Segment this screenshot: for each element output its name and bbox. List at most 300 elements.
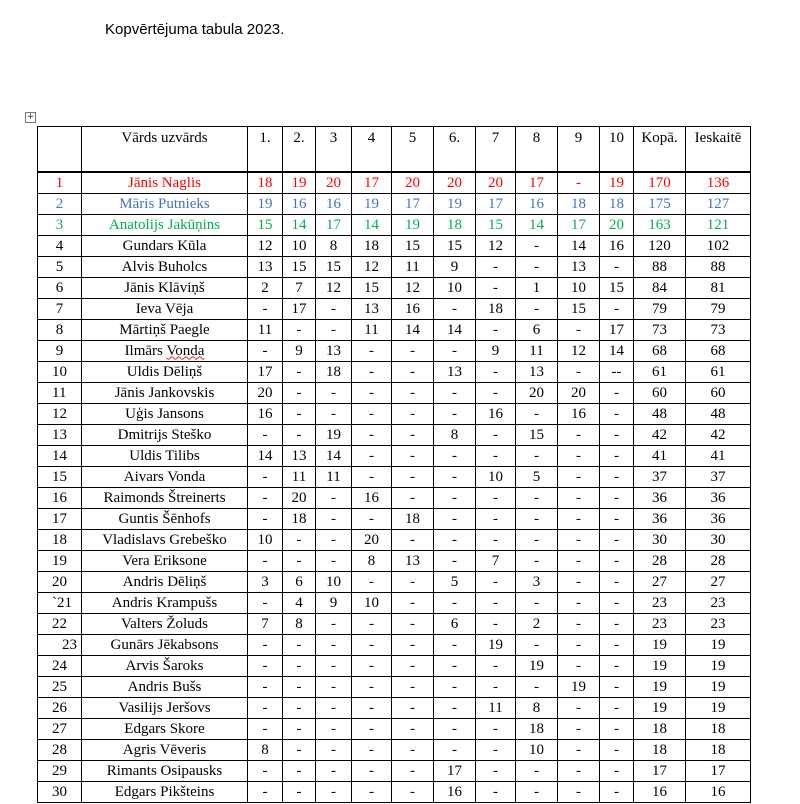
- score-cell: -: [316, 635, 352, 656]
- total-cell: 19: [634, 677, 686, 698]
- score-cell: -: [558, 488, 600, 509]
- score-cell: -: [516, 635, 558, 656]
- score-cell: -: [434, 677, 476, 698]
- score-cell: 18: [283, 509, 316, 530]
- score-cell: -: [434, 656, 476, 677]
- score-cell: 19: [516, 656, 558, 677]
- table-row: [38, 173, 751, 194]
- name-cell: Jānis Klāviņš: [82, 278, 248, 299]
- score-cell: 18: [434, 215, 476, 236]
- score-cell: -: [392, 782, 434, 803]
- rank-cell: `21: [38, 593, 82, 614]
- name-cell: Agris Vēveris: [82, 740, 248, 761]
- score-cell: -: [392, 614, 434, 635]
- score-cell: -: [434, 530, 476, 551]
- table-row: [38, 299, 751, 320]
- score-cell: -: [352, 383, 392, 404]
- score-cell: -: [558, 656, 600, 677]
- score-cell: -: [476, 488, 516, 509]
- score-cell: -: [392, 656, 434, 677]
- table-row: [38, 719, 751, 740]
- header-cell: 4: [352, 127, 392, 172]
- score-cell: 19: [558, 677, 600, 698]
- score-cell: 9: [476, 341, 516, 362]
- score-cell: 11: [476, 698, 516, 719]
- score-cell: -: [283, 782, 316, 803]
- score-cell: 11: [283, 467, 316, 488]
- total-cell: 48: [634, 404, 686, 425]
- score-cell: -: [600, 404, 634, 425]
- table-row: [38, 551, 751, 572]
- total-cell: 36: [634, 509, 686, 530]
- rank-cell: 17: [38, 509, 82, 530]
- score-cell: -: [516, 761, 558, 782]
- score-cell: 10: [558, 278, 600, 299]
- score-cell: -: [600, 488, 634, 509]
- score-cell: -: [248, 341, 283, 362]
- credited-cell: 30: [686, 530, 751, 551]
- score-cell: -: [352, 614, 392, 635]
- name-cell: Rimants Osipausks: [82, 761, 248, 782]
- header-cell: Ieskaitē: [686, 127, 751, 172]
- score-cell: -: [476, 593, 516, 614]
- rank-cell: 9: [38, 341, 82, 362]
- score-cell: -: [476, 383, 516, 404]
- table-row: [38, 656, 751, 677]
- score-cell: 20: [283, 488, 316, 509]
- score-cell: 2: [248, 278, 283, 299]
- header-cell: 8: [516, 127, 558, 172]
- table-row: [38, 320, 751, 341]
- score-cell: -: [316, 782, 352, 803]
- table-row: [38, 761, 751, 782]
- rank-cell: 25: [38, 677, 82, 698]
- table-header-row: [38, 127, 751, 172]
- score-cell: -: [434, 635, 476, 656]
- total-cell: 18: [634, 740, 686, 761]
- score-cell: -: [516, 236, 558, 257]
- score-cell: 11: [248, 320, 283, 341]
- name-cell: Uldis Tilibs: [82, 446, 248, 467]
- name-first-part: Ilmārs: [124, 342, 167, 359]
- score-cell: -: [600, 677, 634, 698]
- score-cell: 13: [316, 341, 352, 362]
- table-move-handle-icon[interactable]: +: [26, 112, 35, 122]
- score-cell: 15: [283, 257, 316, 278]
- credited-cell: 127: [686, 194, 751, 215]
- score-cell: 12: [316, 278, 352, 299]
- score-cell: 14: [248, 446, 283, 467]
- rank-cell: 15: [38, 467, 82, 488]
- table-row: [38, 572, 751, 593]
- score-cell: -: [248, 488, 283, 509]
- score-cell: -: [558, 761, 600, 782]
- score-cell: -: [600, 467, 634, 488]
- rank-cell: 8: [38, 320, 82, 341]
- total-cell: 28: [634, 551, 686, 572]
- score-cell: 15: [600, 278, 634, 299]
- credited-cell: 48: [686, 404, 751, 425]
- score-cell: -: [352, 698, 392, 719]
- score-cell: -: [600, 572, 634, 593]
- score-cell: 19: [476, 635, 516, 656]
- name-cell: Valters Žoluds: [82, 614, 248, 635]
- name-cell: Mārtiņš Paegle: [82, 320, 248, 341]
- score-cell: -: [392, 404, 434, 425]
- score-cell: 20: [516, 383, 558, 404]
- name-cell: Jānis Naglis: [82, 173, 248, 194]
- name-cell: Gunārs Jēkabsons: [82, 635, 248, 656]
- score-cell: -: [558, 173, 600, 194]
- name-cell: Vladislavs Grebeško: [82, 530, 248, 551]
- total-cell: 163: [634, 215, 686, 236]
- score-cell: 18: [392, 509, 434, 530]
- credited-cell: 41: [686, 446, 751, 467]
- score-cell: -: [600, 509, 634, 530]
- score-cell: -: [392, 488, 434, 509]
- credited-cell: 36: [686, 488, 751, 509]
- score-cell: -: [516, 446, 558, 467]
- score-cell: -: [316, 383, 352, 404]
- score-cell: -: [316, 719, 352, 740]
- score-cell: -: [392, 341, 434, 362]
- score-cell: -: [558, 425, 600, 446]
- table-row: [38, 614, 751, 635]
- score-cell: -: [516, 299, 558, 320]
- score-cell: 15: [434, 236, 476, 257]
- score-cell: 16: [558, 404, 600, 425]
- total-cell: 73: [634, 320, 686, 341]
- score-cell: -: [352, 635, 392, 656]
- score-cell: -: [392, 719, 434, 740]
- table-row: [38, 677, 751, 698]
- table-row: [38, 362, 751, 383]
- score-cell: -: [392, 593, 434, 614]
- credited-cell: 28: [686, 551, 751, 572]
- score-cell: -: [392, 530, 434, 551]
- score-cell: -: [352, 740, 392, 761]
- rank-cell: 18: [38, 530, 82, 551]
- score-cell: 12: [248, 236, 283, 257]
- rank-cell: 30: [38, 782, 82, 803]
- score-cell: 17: [558, 215, 600, 236]
- score-cell: 17: [516, 173, 558, 194]
- score-cell: -: [434, 341, 476, 362]
- score-cell: -: [558, 446, 600, 467]
- score-cell: 13: [248, 257, 283, 278]
- score-cell: -: [476, 320, 516, 341]
- header-cell: 9: [558, 127, 600, 172]
- score-cell: -: [248, 782, 283, 803]
- score-cell: -: [352, 341, 392, 362]
- score-cell: 17: [352, 173, 392, 194]
- total-cell: 84: [634, 278, 686, 299]
- name-cell: Māris Putnieks: [82, 194, 248, 215]
- score-cell: 10: [516, 740, 558, 761]
- name-cell: Vasilijs Jeršovs: [82, 698, 248, 719]
- score-cell: -: [434, 509, 476, 530]
- score-cell: -: [600, 299, 634, 320]
- score-cell: 8: [352, 551, 392, 572]
- score-cell: -: [558, 467, 600, 488]
- score-cell: -: [352, 467, 392, 488]
- score-cell: -: [600, 635, 634, 656]
- score-cell: 12: [352, 257, 392, 278]
- credited-cell: 42: [686, 425, 751, 446]
- score-cell: -: [558, 551, 600, 572]
- score-cell: -: [434, 404, 476, 425]
- score-cell: 3: [516, 572, 558, 593]
- score-cell: 10: [434, 278, 476, 299]
- score-cell: 19: [316, 425, 352, 446]
- score-cell: -: [516, 593, 558, 614]
- table-body: [38, 172, 751, 803]
- credited-cell: 16: [686, 782, 751, 803]
- score-cell: -: [316, 698, 352, 719]
- score-cell: 10: [283, 236, 316, 257]
- score-cell: -: [248, 425, 283, 446]
- score-cell: -: [248, 698, 283, 719]
- score-cell: -: [248, 677, 283, 698]
- rank-cell: 19: [38, 551, 82, 572]
- score-cell: 9: [316, 593, 352, 614]
- score-cell: 13: [434, 362, 476, 383]
- score-cell: -: [352, 782, 392, 803]
- score-cell: 15: [558, 299, 600, 320]
- score-cell: -: [516, 551, 558, 572]
- score-cell: -: [516, 257, 558, 278]
- header-cell: 3: [316, 127, 352, 172]
- score-cell: 15: [516, 425, 558, 446]
- score-cell: 15: [316, 257, 352, 278]
- score-cell: 18: [558, 194, 600, 215]
- rank-cell: 14: [38, 446, 82, 467]
- score-cell: 12: [392, 278, 434, 299]
- credited-cell: 19: [686, 698, 751, 719]
- name-cell: Guntis Šēnhofs: [82, 509, 248, 530]
- name-cell: Edgars Pikšteins: [82, 782, 248, 803]
- score-cell: -: [316, 509, 352, 530]
- score-cell: 16: [316, 194, 352, 215]
- score-cell: -: [352, 719, 392, 740]
- score-cell: -: [248, 635, 283, 656]
- score-cell: 16: [434, 782, 476, 803]
- score-cell: -: [558, 509, 600, 530]
- score-cell: -: [283, 320, 316, 341]
- score-cell: -: [558, 614, 600, 635]
- table-row: [38, 425, 751, 446]
- score-cell: -: [476, 719, 516, 740]
- score-cell: -: [600, 593, 634, 614]
- rank-cell: 26: [38, 698, 82, 719]
- score-cell: -: [476, 656, 516, 677]
- rank-cell: 16: [38, 488, 82, 509]
- name-cell: Uģis Jansons: [82, 404, 248, 425]
- score-cell: -: [434, 488, 476, 509]
- score-cell: -: [352, 572, 392, 593]
- table-row: [38, 236, 751, 257]
- results-table: [37, 126, 751, 803]
- score-cell: 2: [516, 614, 558, 635]
- score-cell: -: [558, 320, 600, 341]
- table-row: [38, 467, 751, 488]
- score-cell: -: [248, 299, 283, 320]
- score-cell: 9: [434, 257, 476, 278]
- score-cell: 17: [283, 299, 316, 320]
- total-cell: 88: [634, 257, 686, 278]
- score-cell: -: [316, 299, 352, 320]
- name-cell: Ieva Vēja: [82, 299, 248, 320]
- table-row: [38, 383, 751, 404]
- score-cell: 19: [600, 173, 634, 194]
- score-cell: 6: [516, 320, 558, 341]
- score-cell: 19: [434, 194, 476, 215]
- name-cell: Alvis Buholcs: [82, 257, 248, 278]
- credited-cell: 88: [686, 257, 751, 278]
- credited-cell: 19: [686, 677, 751, 698]
- score-cell: -: [476, 677, 516, 698]
- total-cell: 42: [634, 425, 686, 446]
- rank-cell: 7: [38, 299, 82, 320]
- score-cell: -: [476, 425, 516, 446]
- total-cell: 79: [634, 299, 686, 320]
- name-cell: Uldis Dēliņš: [82, 362, 248, 383]
- header-cell: 2.: [283, 127, 316, 172]
- total-cell: 175: [634, 194, 686, 215]
- spellcheck-flagged-word[interactable]: Vonda: [166, 342, 205, 359]
- name-cell: Aivars Vonda: [82, 467, 248, 488]
- name-cell: Anatolijs Jakūņins: [82, 215, 248, 236]
- header-rank-cell: [38, 127, 82, 172]
- score-cell: -: [283, 656, 316, 677]
- credited-cell: 36: [686, 509, 751, 530]
- score-cell: -: [434, 467, 476, 488]
- score-cell: 14: [283, 215, 316, 236]
- score-cell: 20: [476, 173, 516, 194]
- score-cell: -: [600, 698, 634, 719]
- table-row: [38, 530, 751, 551]
- score-cell: 18: [476, 299, 516, 320]
- rank-cell: 29: [38, 761, 82, 782]
- table-row: [38, 782, 751, 803]
- table-row: [38, 509, 751, 530]
- score-cell: 9: [283, 341, 316, 362]
- total-cell: 19: [634, 656, 686, 677]
- score-cell: -: [600, 551, 634, 572]
- score-cell: 1: [516, 278, 558, 299]
- score-cell: 20: [392, 173, 434, 194]
- total-cell: 37: [634, 467, 686, 488]
- table-row: [38, 740, 751, 761]
- score-cell: -: [600, 614, 634, 635]
- credited-cell: 61: [686, 362, 751, 383]
- score-cell: 16: [392, 299, 434, 320]
- score-cell: 17: [316, 215, 352, 236]
- total-cell: 60: [634, 383, 686, 404]
- credited-cell: 68: [686, 341, 751, 362]
- score-cell: -: [392, 698, 434, 719]
- score-cell: -: [392, 467, 434, 488]
- score-cell: -: [392, 362, 434, 383]
- total-cell: 19: [634, 635, 686, 656]
- score-cell: -: [316, 740, 352, 761]
- score-cell: 13: [516, 362, 558, 383]
- total-cell: 23: [634, 614, 686, 635]
- rank-cell: 20: [38, 572, 82, 593]
- score-cell: -: [392, 446, 434, 467]
- name-cell: Dmitrijs Steško: [82, 425, 248, 446]
- rank-cell: 2: [38, 194, 82, 215]
- score-cell: -: [476, 257, 516, 278]
- score-cell: 8: [434, 425, 476, 446]
- table-row: [38, 278, 751, 299]
- total-cell: 68: [634, 341, 686, 362]
- score-cell: 18: [248, 173, 283, 194]
- score-cell: -: [434, 719, 476, 740]
- score-cell: -: [392, 761, 434, 782]
- table-row: [38, 698, 751, 719]
- score-cell: 17: [600, 320, 634, 341]
- rank-cell: 22: [38, 614, 82, 635]
- score-cell: 17: [392, 194, 434, 215]
- rank-cell: 11: [38, 383, 82, 404]
- score-cell: -: [558, 719, 600, 740]
- score-cell: -: [476, 362, 516, 383]
- score-cell: -: [248, 593, 283, 614]
- score-cell: 14: [316, 446, 352, 467]
- name-cell: Jānis Jankovskis: [82, 383, 248, 404]
- score-cell: 7: [476, 551, 516, 572]
- score-cell: -: [316, 320, 352, 341]
- score-cell: -: [476, 740, 516, 761]
- table-row: [38, 215, 751, 236]
- score-cell: 10: [476, 467, 516, 488]
- name-cell: Andris Dēliņš: [82, 572, 248, 593]
- score-cell: -: [558, 740, 600, 761]
- credited-cell: 37: [686, 467, 751, 488]
- score-cell: -: [392, 635, 434, 656]
- score-cell: -: [516, 404, 558, 425]
- score-cell: -: [352, 425, 392, 446]
- score-cell: 3: [248, 572, 283, 593]
- score-cell: -: [516, 530, 558, 551]
- score-cell: -: [600, 761, 634, 782]
- score-cell: -: [434, 698, 476, 719]
- credited-cell: 81: [686, 278, 751, 299]
- total-cell: 170: [634, 173, 686, 194]
- score-cell: 16: [352, 488, 392, 509]
- credited-cell: 18: [686, 740, 751, 761]
- table-row: [38, 635, 751, 656]
- score-cell: -: [600, 782, 634, 803]
- score-cell: -: [283, 362, 316, 383]
- score-cell: -: [600, 719, 634, 740]
- table-row: [38, 593, 751, 614]
- score-cell: -: [248, 551, 283, 572]
- table-row: [38, 446, 751, 467]
- score-cell: -: [248, 509, 283, 530]
- score-cell: -: [476, 530, 516, 551]
- score-cell: -: [476, 614, 516, 635]
- score-cell: -: [476, 509, 516, 530]
- score-cell: 13: [392, 551, 434, 572]
- score-cell: 14: [434, 320, 476, 341]
- score-cell: 15: [392, 236, 434, 257]
- score-cell: -: [248, 761, 283, 782]
- score-cell: -: [248, 467, 283, 488]
- score-cell: -: [476, 782, 516, 803]
- score-cell: -: [558, 362, 600, 383]
